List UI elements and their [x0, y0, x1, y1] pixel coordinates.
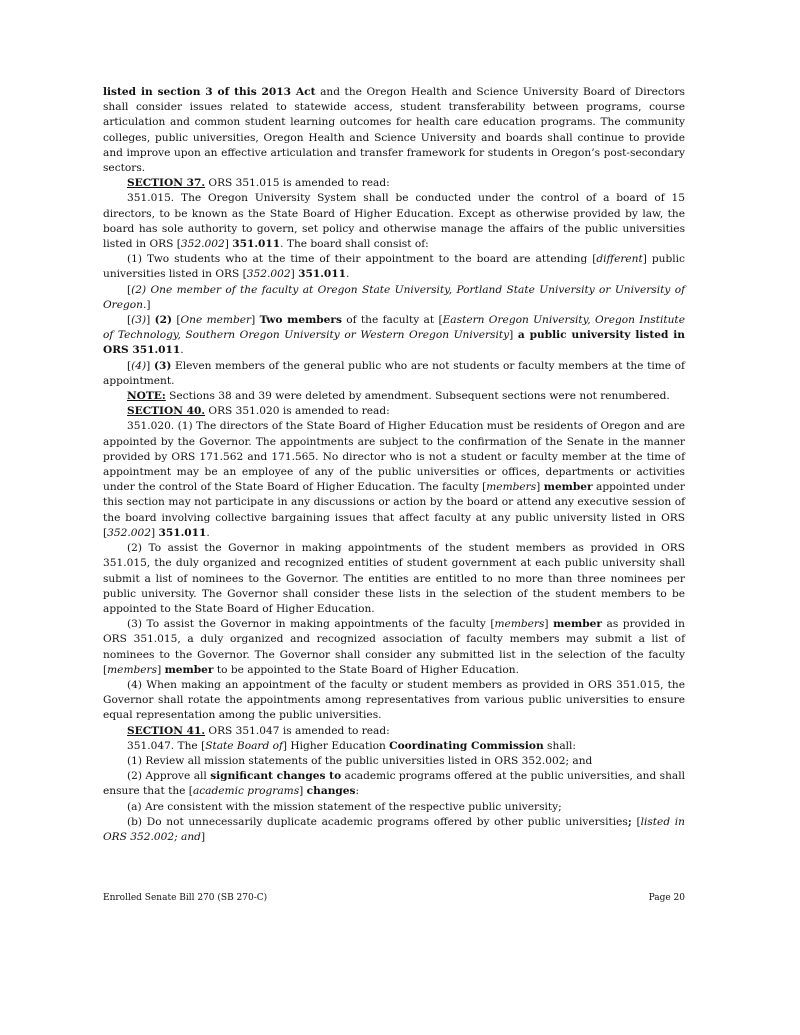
text-run: (3) To assist the Governor in making appointments of the faculty [ [127, 618, 495, 631]
paragraph [103, 85, 685, 176]
paragraph [103, 313, 685, 359]
italic-text: (4) [131, 359, 147, 372]
text-run: ] public universities listed in ORS [ [103, 253, 685, 281]
section-heading: SECTION 41. [127, 724, 206, 737]
text-run: ] [146, 359, 154, 372]
bold-text: Two members [259, 314, 342, 327]
paragraph [103, 359, 685, 389]
paragraph [103, 419, 685, 541]
section-heading: NOTE: [127, 390, 166, 403]
paragraph [103, 617, 685, 678]
italic-text: 352.002 [107, 526, 151, 539]
bold-text: 351.011 [158, 526, 207, 539]
text-run: Eleven members of the general public who are not students or faculty members at the time of appointment. [103, 359, 685, 387]
text-run: ] [224, 238, 233, 251]
italic-text: State Board of [205, 739, 283, 752]
italic-text: (3) [131, 314, 147, 327]
text-run: (4) When making an appointment of the faculty or student members as provided in ORS 351.015, the Governor shall rotate the appointments among representatives from various public universities to ensure equal representation among the public universities. [103, 678, 685, 722]
paragraph [103, 404, 685, 419]
text-run: ] [290, 268, 299, 281]
paragraph [103, 815, 685, 845]
paragraph [103, 754, 685, 769]
italic-text: Eastern Oregon University, Oregon Institute of Technology, Southern Oregon University or Western Oregon University [103, 314, 685, 342]
text-run: as provided in ORS 351.015, a duly organized and recognized association of faculty members may submit a list of nominees to the Governor. The Governor shall consider any submitted list in the selection of the faculty [ [103, 618, 685, 676]
italic-text: 352.002 [180, 238, 225, 251]
footer-page-number: Page 20 [648, 893, 685, 903]
italic-text: listed in ORS 352.002; and [103, 815, 685, 843]
text-run: and the Oregon Health and Science University Board of Directors shall consider issues related to statewide access, student transferability between programs, course articulation and common student learning outcomes for health care education programs. The community colleges, public universities, Oregon Health and Science University and boards shall continue to provide and improve upon an effective articulation and transfer framework for students in Oregon’s post-secondary sectors. [103, 86, 685, 175]
bold-text: (3) [153, 359, 172, 372]
text-run: of the faculty at [ [341, 314, 443, 327]
bold-text: member [553, 618, 602, 631]
text-run: (b) Do not unnecessarily duplicate academic programs offered by other public universities [127, 815, 628, 828]
bold-text: 351.011 [232, 238, 281, 251]
text-run: ] [509, 329, 518, 342]
italic-text: different [596, 253, 643, 266]
italic-text: 352.002 [246, 268, 291, 281]
bold-text: 351.011 [298, 268, 347, 281]
italic-text: members [486, 481, 537, 494]
paragraph [103, 389, 685, 404]
text-run: shall: [543, 739, 576, 752]
bold-text: changes [306, 785, 356, 798]
text-run: . [180, 344, 184, 357]
bold-text: Coordinating Commission [389, 739, 544, 752]
text-run: (1) Review all mission statements of the public universities listed in ORS 352.002; and [127, 754, 593, 767]
text-run: ORS 351.047 is amended to read: [205, 724, 390, 737]
text-run: [ [127, 283, 132, 296]
text-run: 351.020. (1) The directors of the State Board of Higher Education must be residents of Oregon and are appointed by the Governor. The appointments are subject to the confirmation of the Senate in the manner provided by ORS 171.562 and 171.565. No director who is not a student or faculty member at the time of appointment may be an employee of any of the public universities or offices, departments or activities under the control of the State Board of Higher Education. The faculty [ [103, 420, 685, 494]
text-run: to be appointed to the State Board of Higher Education. [213, 663, 519, 676]
paragraph [103, 678, 685, 724]
text-run: [ [631, 815, 641, 828]
bold-text: member [543, 481, 593, 494]
text-run: [ [127, 359, 132, 372]
text-run: . [206, 526, 210, 539]
text-run: 351.047. The [ [127, 739, 206, 752]
text-run: ] [157, 663, 165, 676]
section-heading: SECTION 40. [127, 405, 206, 418]
footer-bill-name: Enrolled Senate Bill 270 (SB 270-C) [103, 893, 268, 903]
text-run: ] [146, 298, 151, 311]
text-run: appointed under this section may not participate in any discussions or action by the board or attend any executive session of the board involving collective bargaining issues that affect faculty at any public university listed in ORS [ [103, 481, 685, 539]
paragraph [103, 724, 685, 739]
paragraph [103, 283, 685, 313]
text-run: ] [536, 481, 544, 494]
text-run: : [355, 785, 360, 798]
paragraph [103, 176, 685, 191]
text-run: [ [127, 314, 132, 327]
text-run: ] [150, 526, 159, 539]
text-run: ORS 351.020 is amended to read: [205, 405, 390, 418]
paragraph [103, 739, 685, 754]
text-run: 351.015. The Oregon University System shall be conducted under the control of a board of 15 directors, to be known as the State Board of Higher Education. Except as otherwise provided by law, the board has sole authority to govern, set policy and otherwise manage the affairs of the public universities listed in ORS [ [103, 192, 685, 251]
italic-text: members [107, 663, 158, 676]
text-run: [ [172, 314, 181, 327]
text-run: . The board shall consist of: [280, 238, 429, 251]
bold-text: member [164, 663, 214, 676]
text-run: ] Higher Education [282, 739, 390, 752]
italic-text: One member [180, 314, 252, 327]
text-run: (2) To assist the Governor in making appointments of the student members as provided in ORS 351.015, the duly organized and recognized entities of student government at each public university shall submit a list of nominees to the Governor. The entities are entitled to no more than three nominees per public university. The Governor shall consider these lists in the selection of the student members to be appointed to the State Board of Higher Education. [103, 542, 685, 615]
text-run: Sections 38 and 39 were deleted by amendment. Subsequent sections were not renumbered. [165, 390, 670, 403]
text-run: ORS 351.015 is amended to read: [205, 177, 390, 190]
paragraph [103, 191, 685, 252]
text-run: (2) Approve all [127, 770, 211, 783]
text-run: ] [251, 314, 260, 327]
text-run: academic programs offered at the public universities, and shall ensure that the [ [103, 770, 685, 798]
text-run: ] [544, 618, 554, 631]
text-run: (a) Are consistent with the mission statement of the respective public university; [127, 800, 562, 813]
text-run: ] [200, 830, 206, 843]
paragraph [103, 541, 685, 617]
bold-text: (2) [154, 314, 173, 327]
section-heading: SECTION 37. [127, 177, 206, 190]
text-run: (1) Two students who at the time of their appointment to the board are attending [ [127, 253, 597, 266]
paragraph [103, 252, 685, 282]
bold-text: a public university listed in ORS 351.011 [103, 329, 685, 357]
text-run: ] [146, 314, 155, 327]
bold-text: significant changes to [210, 770, 342, 783]
bold-text: listed in section 3 of this 2013 Act [103, 86, 316, 98]
paragraph [103, 800, 685, 815]
text-run: . [346, 268, 350, 281]
paragraph [103, 769, 685, 799]
italic-text: (2) One member of the faculty at Oregon State University, Portland State University or University of Oregon. [103, 283, 685, 311]
document-body [103, 85, 685, 845]
italic-text: members [494, 618, 545, 631]
page-footer [103, 893, 685, 903]
italic-text: academic programs [192, 785, 300, 798]
bold-text: ; [627, 815, 632, 828]
text-run: ] [299, 785, 307, 798]
